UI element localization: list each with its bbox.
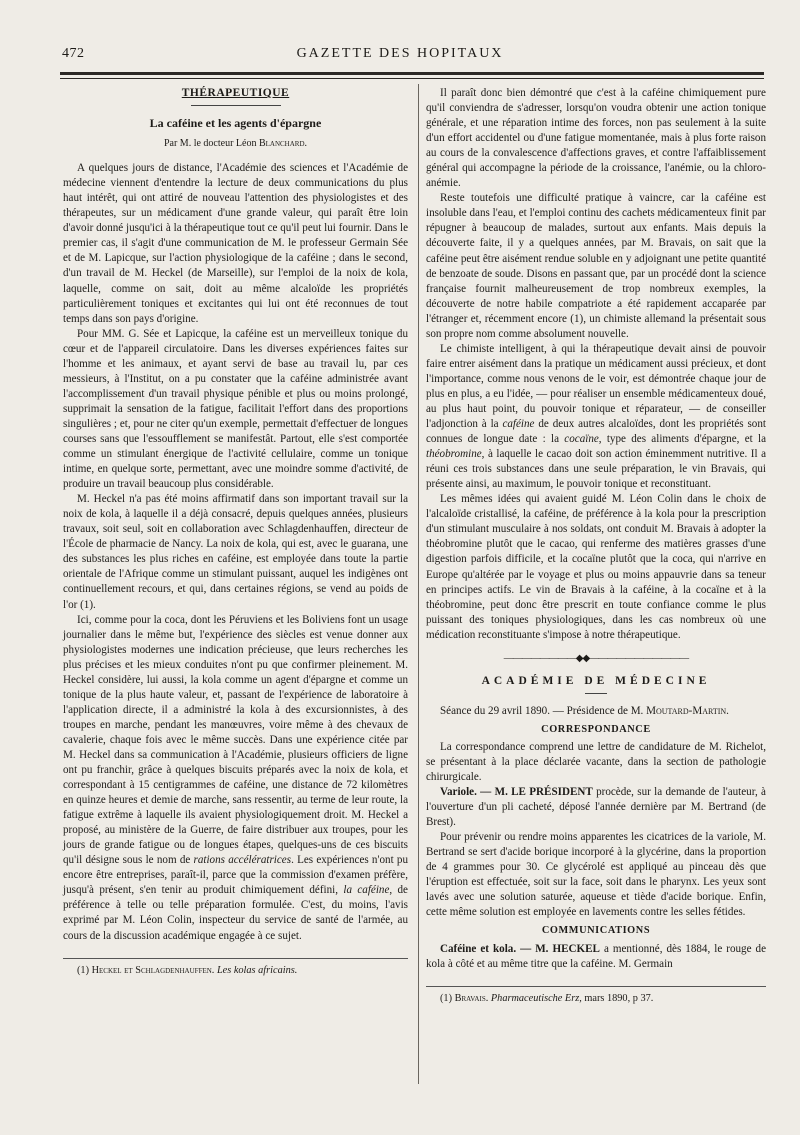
left-column — [63, 86, 408, 978]
paragraph — [63, 613, 408, 944]
correspondance-heading: CORRESPONDANCE — [541, 723, 651, 735]
text-run: , type des aliments d'épargne, et la — [598, 433, 766, 446]
paragraph — [426, 342, 766, 492]
academy-rule — [585, 693, 607, 694]
footnote-number: (1) — [77, 964, 92, 976]
article-title: La caféine et les agents d'épargne — [149, 116, 322, 131]
emphasis: rations accélératrices — [193, 854, 292, 867]
paragraph — [426, 942, 766, 972]
text-run: Le chimiste intelligent, à qui la thérapeutique devait ainsi de pouvoir faire entrer aisément dans la pratique un médicament aussi précieux, et dont l'importance, comme nous venons de le voir, est démontrée chaque jour de plus en plus, a eu l'idée, — pour réaliser un ensemble médicamenteux doué, au plus haut point, du pouvoir tonique et réparateur, — de conseiller l'adjonction à la — [426, 342, 766, 431]
session-prefix: Séance du 29 avril 1890. — Présidence de M. — [440, 704, 647, 717]
emphasis: caféine — [502, 418, 535, 431]
right-column — [426, 86, 766, 1006]
text-run: Ici, comme pour la coca, dont les Péruviens et les Boliviens font un usage journalier dans le même but, l'expérience des siècles est venue donner aux physiologistes modernes une indication précieuse, que leurs recherches les plus précises et les mieux conduites n'ont pu que confirmer pleinement. M. Heckel considère, lui aussi, la kola comme un agent d'épargne et comme un tonique de la plus haute valeur, et, passant de l'expérience de laboratoire à l'application directe, il a administré la kola à des excursionnistes, à des troupes en marche, pendant les manœuvres, voire même à des chevaux de cavalerie, chaque fois avec le même succès. Dans une expérience citée par M. Heckel dans sa communication à l'Académie, plusieurs officiers de ligne ont pu franchir, grâce à quelques biscuits préparés avec la noix de kola, et correspondant à 15 centigrammes de caféine, une distance de 72 kilomètres en quinze heures et demie de marche, sans ressentir, au terme de leur route, la fatigue extrême à laquelle ils avaient physiologiquement droit. M. Heckel a proposé, au ministère de la Guerre, de faire distribuer aux troupes, pour les jours de grande fatigue ou de longues étapes, quelques-uns de ces biscuits qu'il désigne sous le nom de — [63, 613, 408, 867]
emphasis: cocaïne — [564, 433, 599, 446]
footnote — [426, 991, 766, 1006]
paragraph: Pour MM. G. Sée et Lapicque, la caféine est un merveilleux tonique du cœur et de l'appareil circulatoire. Dans les diverses expériences faites sur l'homme et les animaux, et ayant servi de base au travail lu, par ces messieurs, à l'Institut, on a pu constater que la caféine administrée avant l'accomplissement d'un travail physique pénible et plus ou moins prolongé, supprimait la sensation de la fatigue, facilitait l'effort dans des proportions singulières ; et, pour ne citer qu'un exemple, permettait d'effectuer de longues courses sans que l'essoufflement se manifestât. Partout, elle s'est comportée comme un stimulant énergique de l'activité cellulaire, comme un tonique intime, en quelque sorte, permettant, avec une moindre somme d'activité, de produire un travail beaucoup plus considérable. — [63, 327, 408, 491]
running-head: GAZETTE DES HOPITAUX — [296, 46, 504, 61]
paragraph: Reste toutefois une difficulté pratique à vaincre, car la caféine est insoluble dans l'eau, et l'emploi continu des cachets médicamenteux finit par répugner à beaucoup de malades, surtout aux enfants. Mais depuis la découverte faite, il y a quelques années, par M. Bravais, on sait que la caféine peut être aisément rendue soluble en y adjoignant une petite quantité de benzoate de soude. Disons en passant que, par un procédé dont la science française fournit malheureusement de trop nombreux exemples, la découverte de notre habile compatriote a été rapidement accaparée par l'étranger et, récemment encore (1), un chimiste allemand la présentait sous son propre nom comme absolument nouvelle. — [426, 192, 766, 340]
paragraph: A quelques jours de distance, l'Académie des sciences et l'Académie de médecine viennent d'entendre la lecture de deux communications du plus haut intérêt, qui ont attiré de nouveau l'attention des physiologistes et des thérapeutes, sur un médicament d'une grande valeur, qui paraît être loin d'avoir donné jusqu'ici à la thérapeutique tout ce qu'il peut lui fournir. Dans le premier cas, il s'agit d'une communication de M. le professeur Germain Sée et de M. Lapicque, sur l'action physiologique de la caféine ; dans le second, d'un travail de M. Heckel (de Marseille), sur l'emploi de la noix de kola, laquelle, comme on sait, doit au même alcaloïde les propriétés particulièrement toniques et excitantes qui lui ont été reconnues de tout temps dans son pays d'origine. — [63, 162, 408, 325]
footnote-author: Bravais. — [454, 992, 489, 1004]
section-rule — [191, 105, 281, 106]
footnote — [63, 963, 408, 978]
academy-title: ACADÉMIE DE MÉDECINE — [481, 674, 711, 687]
footnote-rest: mars 1890, p 37. — [581, 992, 654, 1004]
text-run: a mentionné, dès 1884, le rouge de kola à côté et au même titre que la caféine. M. Germain — [426, 942, 766, 970]
byline-prefix: Par M. le docteur Léon — [163, 138, 259, 150]
communications-heading: COMMUNICATIONS — [541, 925, 651, 937]
text-run: de deux autres alcaloïdes, dont les propriétés sont connues de longue date : la — [426, 418, 766, 446]
footnote-title: Les kolas africains. — [216, 964, 298, 976]
footnote-authors: Heckel et Schlagdenhauffen. — [91, 964, 215, 976]
paragraph — [426, 785, 766, 830]
footnote-rule — [426, 986, 766, 987]
emphasis: théobromine — [426, 448, 482, 461]
byline-author: Blanchard. — [258, 138, 308, 150]
paragraph: Les mêmes idées qui avaient guidé M. Léon Colin dans le choix de l'alcaloïde cristallisé, la caféine, de préférence à la kola pour la prescription d'un stimulant musculaire à nos soldats, ont conduit M. Bravais à adopter la théobromine plutôt que le cacao, qui renferme des matières grasses d'une digestion parfois difficile, et la cocaïne plutôt que la coca, qui n'arrive en Europe qu'altérée par le voyage et plus ou moins appauvrie dans sa teneur en principes actifs. Le vin de Bravais à la caféine, à la cocaïne et à la théobromine, peut donc être prescrit en toute confiance comme le plus puissant des toniques physiologiques, dans les cas nombreux où une médication reconstituante s'impose à notre thérapeutique. — [426, 493, 766, 641]
paragraph: Pour prévenir ou rendre moins apparentes les cicatrices de la variole, M. Bertrand se sert d'acide borique incorporé à la glycérine, dans la proportion de 4 grammes pour 30. Ce glycérolé est appliqué au pinceau dès que l'éruption est effectuée, soit sur la face, soit dans le pharynx. Les yeux sont lavés avec une solution saturée, aqueuse et tiède d'acide borique. Enfin, cette même solution est employée en lavements contre les selles fétides. — [426, 831, 766, 919]
section-divider: ————————◆◆——————————— — [503, 652, 689, 664]
session-president: Moutard-Martin. — [646, 704, 729, 717]
header-rule-thick — [60, 72, 764, 75]
byline — [63, 136, 408, 151]
text-run: , de préférence à telle ou telle préparation formulée. C'est, du moins, l'avis exprimé par M. Léon Colin, inspecteur du service de santé de l'armée, au cours de la discussion académique engagée à ce sujet. — [63, 884, 408, 942]
header-rule-thin — [60, 78, 764, 79]
footnote-rule — [63, 958, 408, 959]
variole-lead: Variole. — M. LE PRÉSIDENT — [440, 786, 593, 799]
column-divider — [418, 84, 419, 1084]
text-run: procède, sur la demande de l'auteur, à l'ouverture d'un pli cacheté, déposé l'année dernière par M. Bertrand (de Brest). — [426, 786, 766, 829]
footnote-number: (1) — [440, 992, 455, 1004]
footnote-title: Pharmaceutische Erz, — [490, 992, 582, 1004]
paragraph: M. Heckel n'a pas été moins affirmatif dans son important travail sur la noix de kola, à laquelle il a déjà consacré, depuis quelques années, plusieurs travaux, soit seul, soit en collaboration avec Schlagdenhauffen, directeur de l'École de pharmacie de Nancy. La noix de kola, qui est, avec le guarana, une des substances les plus riches en caféine, est employée dans toute la partie orientale de l'Afrique comme un stimulant puissant, auquel les indigènes ont continuellement recours, et qui, dans certaines régions, se vend au poids de l'or (1). — [63, 493, 408, 611]
session-line — [426, 704, 766, 719]
paragraph: La correspondance comprend une lettre de candidature de M. Richelot, se présentant à la place déclarée vacante, dans la section de pathologie chirurgicale. — [426, 740, 766, 784]
text-run: , à laquelle le cacao doit son action éminemment nutritive. Il a réuni ces trois substances dans une seule préparation, le vin Bravais, qui présente ainsi, au maximum, le pouvoir tonique et reconstituant. — [426, 448, 766, 491]
emphasis: la caféine — [343, 884, 390, 897]
paragraph: Il paraît donc bien démontré que c'est à la caféine chimiquement pure qu'il conviendra de s'adresser, lorsqu'on voudra obtenir une action tonique générale, et une réparation intime des forces, non pas seulement à la suite d'un effort accidentel ou d'une fatigue momentanée, mais à plus forte raison au cours de la convalescence d'affections graves, et contre l'affaiblissement général qui accompagne la période de la croissance, l'anémie, ou la chloro-anémie. — [426, 87, 766, 190]
cafeine-lead: Caféine et kola. — M. HECKEL — [440, 942, 600, 955]
text-run: . Les expériences n'ont pu encore être entreprises, paraît-il, parce que la commission d'examen préfère, jusqu'à présent, s'en tenir au produit chimiquement défini, — [63, 854, 408, 897]
page-number: 472 — [62, 46, 85, 61]
section-title: THÉRAPEUTIQUE — [181, 87, 290, 99]
